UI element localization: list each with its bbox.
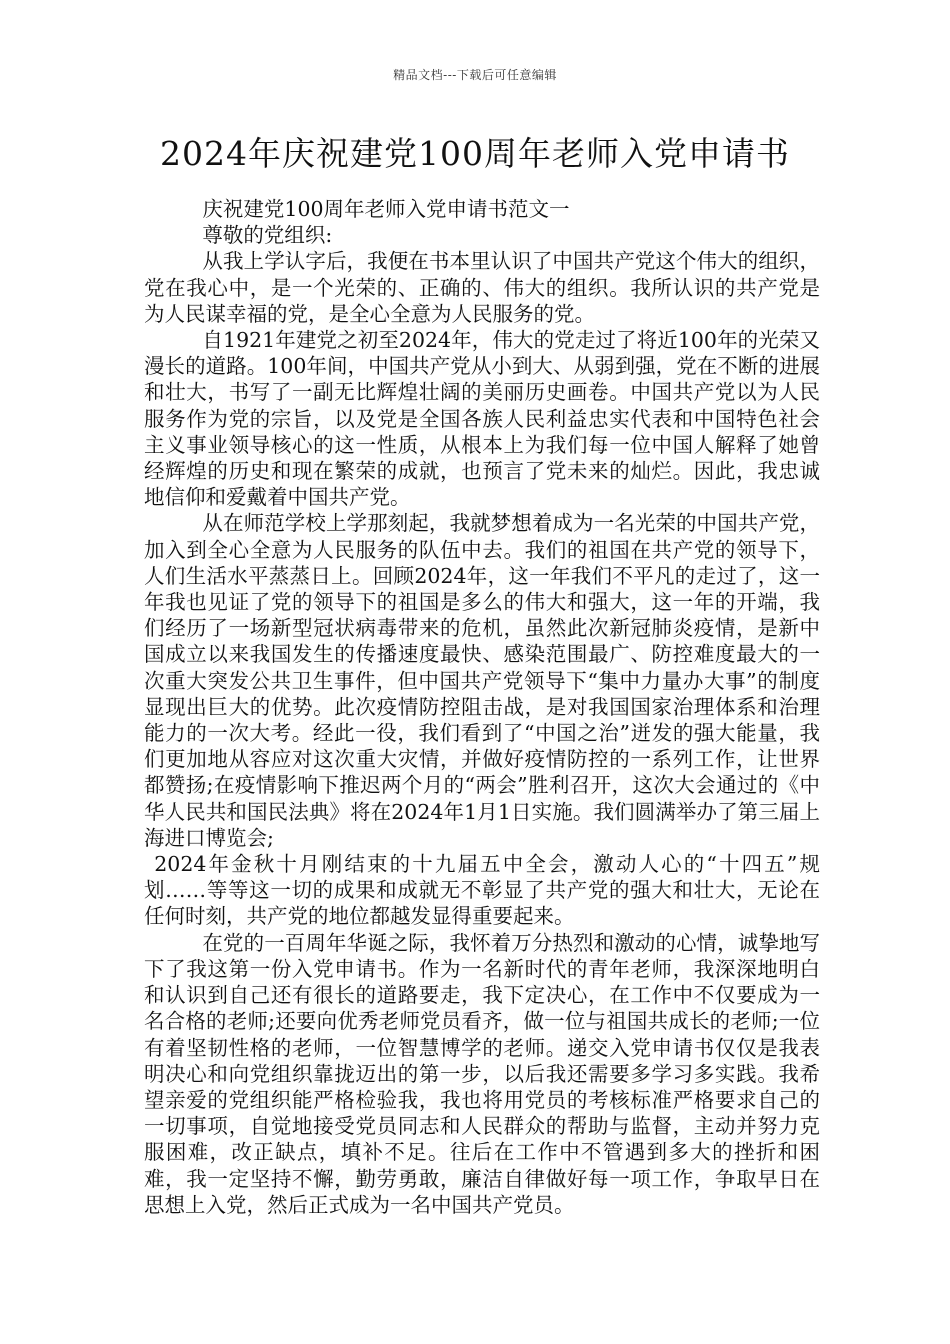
- paragraph: 从在师范学校上学那刻起，我就梦想着成为一名光荣的中国共产党，加入到全心全意为人民服务的队伍中去。我们的祖国在共产党的领导下，人们生活水平蒸蒸日上。回顾2024年，这一年我们不平凡的走过了，这一年我也见证了党的领导下的祖国是多么的伟大和强大，这一年的开端，我们经历了一场新型冠状病毒带来的危机，虽然此次新冠肺炎疫情，是新中国成立以来我国发生的传播速度最快、感染范围最广、防控难度最大的一次重大突发公共卫生事件，但中国共产党领导下“集中力量办大事”的制度显现出巨大的优势。此次疫情防控阻击战，是对我国国家治理体系和治理能力的一次大考。经此一役，我们看到了“中国之治”迸发的强大能量，我们更加地从容应对这次重大灾情，并做好疫情防控的一系列工作，让世界都赞扬;在疫情影响下推迟两个月的“两会”胜利召开，这次大会通过的《中华人民共和国民法典》将在2024年1月1日实施。我们圆满举办了第三届上海进口博览会;: [144, 511, 820, 850]
- salutation: 尊敬的党组织:: [202, 223, 333, 248]
- paragraph: 从我上学认字后，我便在书本里认识了中国共产党这个伟大的组织，党在我心中，是一个光荣的、正确的、伟大的组织。我所认识的共产党是为人民谋幸福的党，是全心全意为人民服务的党。: [144, 249, 820, 326]
- paragraph: 在党的一百周年华诞之际，我怀着万分热烈和激动的心情，诚挚地写下了我这第一份入党申请书。作为一名新时代的青年老师，我深深地明白和认识到自己还有很长的道路要走，我下定决心，在工作中不仅要成为一名合格的老师;还要向优秀老师党员看齐，做一位与祖国共成长的老师;一位有着坚韧性格的老师，一位智慧博学的老师。递交入党申请书仅仅是我表明决心和向党组织靠拢迈出的第一步，以后我还需要多学习多实践。我希望亲爱的党组织能严格检验我，我也将用党员的考核标准严格要求自己的一切事项，自觉地接受党员同志和人民群众的帮助与监督，主动并努力克服困难，改正缺点，填补不足。往后在工作中不管遇到多大的挫折和困难，我一定坚持不懈，勤劳勇敢，廉洁自律做好每一项工作，争取早日在思想上入党，然后正式成为一名中国共产党员。: [144, 930, 820, 1217]
- paragraph: 2024年金秋十月刚结束的十九届五中全会，激动人心的“十四五”规划……等等这一切的成果和成就无不彰显了共产党的强大和壮大，无论在任何时刻，共产党的地位都越发显得重要起来。: [144, 852, 820, 929]
- document-subtitle: 庆祝建党100周年老师入党申请书范文一: [202, 197, 570, 221]
- document-body: [144, 196, 820, 1218]
- header-note: 精品文档---下载后可任意编辑: [393, 68, 557, 82]
- document-title: 2024年庆祝建党100周年老师入党申请书: [160, 134, 790, 173]
- paragraph: 自1921年建党之初至2024年，伟大的党走过了将近100年的光荣又漫长的道路。100年间，中国共产党从小到大、从弱到强，党在不断的进展和壮大，书写了一副无比辉煌壮阔的美丽历史画卷。中国共产党以为人民服务作为党的宗旨，以及党是全国各族人民利益忠实代表和中国特色社会主义事业领导核心的这一性质，从根本上为我们每一位中国人解释了她曾经辉煌的历史和现在繁荣的成就，也预言了党未来的灿烂。因此，我忠诚地信仰和爱戴着中国共产党。: [144, 328, 820, 510]
